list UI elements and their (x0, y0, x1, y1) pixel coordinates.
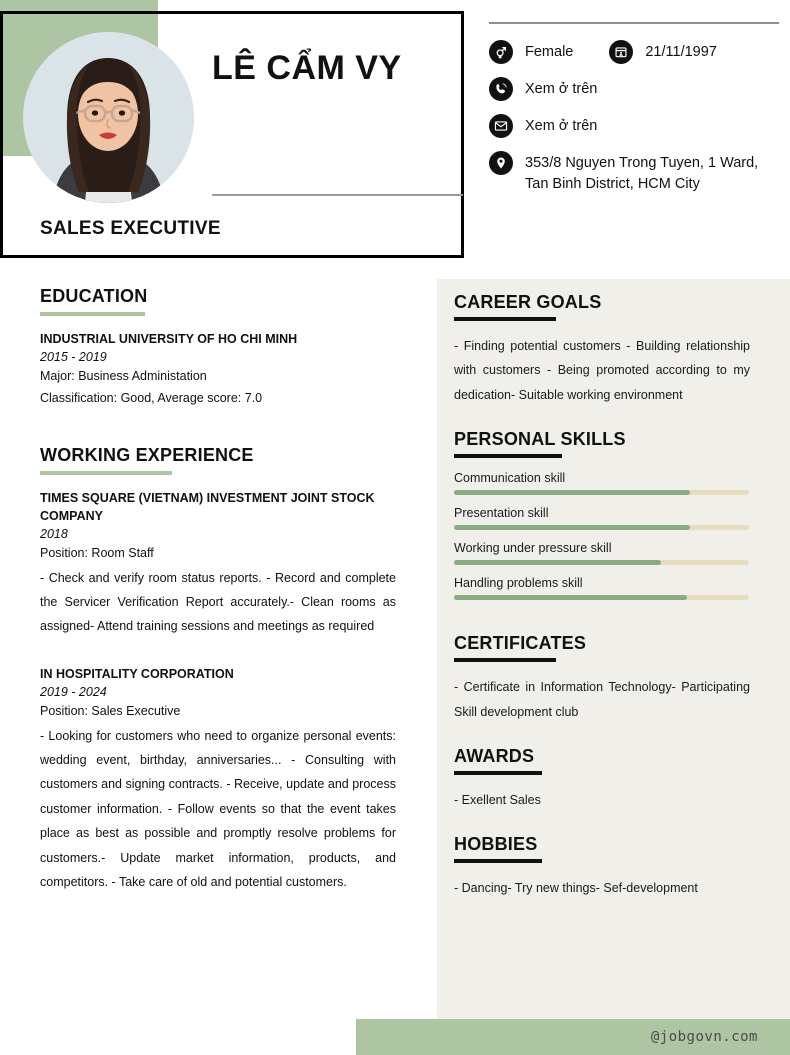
page-title: LÊ CẨM VY (212, 49, 402, 87)
skill-progress-fill (454, 490, 690, 495)
experience-heading: WORKING EXPERIENCE (40, 444, 254, 465)
experience-item (40, 665, 396, 895)
experience-years: 2018 (40, 526, 68, 541)
awards-body: - Exellent Sales (454, 792, 541, 807)
address-value: 353/8 Nguyen Trong Tuyen, 1 Ward, Tan Binh District, HCM City (525, 155, 759, 193)
education-heading: EDUCATION (40, 286, 148, 306)
experience-years: 2019 - 2024 (40, 684, 107, 699)
phone-icon (489, 77, 513, 101)
skill-progress-track (454, 490, 749, 495)
birthday-calendar-icon (609, 40, 633, 64)
career-goals-underline (454, 317, 556, 321)
skill-progress-track (454, 560, 749, 565)
contact-top-divider (489, 22, 779, 24)
education-major: Major: Business Administation (40, 369, 207, 384)
awards-section (454, 746, 750, 812)
skill-progress-track (454, 595, 749, 600)
experience-company: TIMES SQUARE (VIETNAM) INVESTMENT JOINT STOCK COMPANY (40, 490, 375, 523)
experience-item (40, 489, 396, 639)
experience-company: IN HOSPITALITY CORPORATION (40, 666, 234, 681)
skill-progress-fill (454, 525, 690, 530)
personal-skills-underline (454, 454, 562, 458)
education-classification: Classification: Good, Average score: 7.0 (40, 390, 263, 405)
education-years: 2015 - 2019 (40, 350, 107, 365)
awards-heading: AWARDS (454, 745, 535, 766)
hobbies-section (454, 834, 750, 900)
email-icon (489, 114, 513, 138)
education-underline (40, 312, 145, 316)
skill-label: Presentation skill (454, 506, 549, 521)
contact-row-email (489, 114, 779, 138)
career-goals-heading: CAREER GOALS (454, 292, 602, 312)
watermark: @jobgovn.com (650, 1029, 758, 1045)
education-school: INDUSTRIAL UNIVERSITY OF HO CHI MINH (40, 332, 298, 346)
skill-progress-fill (454, 560, 661, 565)
header-divider (212, 194, 463, 196)
education-section (40, 286, 396, 408)
personal-skills-section (454, 429, 750, 600)
experience-position: Position: Room Staff (40, 545, 154, 560)
hobbies-heading: HOBBIES (454, 834, 538, 855)
skill-item (454, 541, 750, 565)
birthday-group (609, 40, 717, 64)
job-title: SALES EXECUTIVE (40, 218, 221, 239)
birthday-value: 21/11/1997 (645, 44, 717, 61)
experience-description: - Check and verify room status reports. - Record and complete the Servicer Verification Report accurately.- Clean rooms as assigned- Attend training sessions and meetings as required (40, 570, 396, 634)
skill-progress-fill (454, 595, 687, 600)
personal-skills-heading: PERSONAL SKILLS (454, 429, 626, 450)
skill-label: Handling problems skill (454, 576, 583, 591)
left-column (40, 286, 396, 894)
phone-value: Xem ở trên (525, 81, 598, 97)
skill-label: Communication skill (454, 471, 566, 486)
experience-underline (40, 471, 172, 475)
gender-icon (489, 40, 513, 64)
location-pin-icon (489, 151, 513, 175)
spacer (40, 411, 396, 445)
skill-item (454, 576, 750, 600)
avatar (23, 32, 194, 203)
certificates-body: - Certificate in Information Technology- Participating Skill development club (454, 680, 750, 719)
spacer (454, 724, 750, 746)
contact-row-phone (489, 77, 779, 101)
skill-item (454, 471, 750, 495)
career-goals-body: - Finding potential customers - Building relationship with customers - Being promoted according to my dedication- Suitable working environment (454, 339, 750, 402)
certificates-heading: CERTIFICATES (454, 633, 587, 654)
skill-progress-track (454, 525, 749, 530)
certificates-underline (454, 658, 556, 662)
experience-section (40, 445, 396, 895)
contact-block (489, 22, 779, 208)
right-panel (437, 279, 790, 1025)
spacer (454, 407, 750, 429)
spacer (454, 812, 750, 834)
email-value: Xem ở trên (525, 118, 598, 134)
skill-label: Working under pressure skill (454, 541, 612, 556)
career-goals-section (454, 292, 750, 407)
contact-row-gender-birthday (489, 40, 779, 64)
hobbies-body: - Dancing- Try new things- Sef-development (454, 881, 698, 896)
gender-value: Female (525, 44, 574, 61)
skill-item (454, 506, 750, 530)
spacer (40, 639, 396, 665)
experience-description: - Looking for customers who need to organize personal events: wedding event, birthday, anniversaries... - Consulting with customers and signing contracts. - Receive, update and process customer information. - Follow events so that the event takes place as best as possible and promptly resolve problems for customers.- Update market information, products, and competitors. - Take care of old and potential customers. (40, 728, 396, 889)
contact-row-address (489, 151, 779, 195)
experience-position: Position: Sales Executive (40, 703, 181, 718)
awards-underline (454, 771, 542, 775)
footer-bar (356, 1019, 790, 1055)
spacer (454, 611, 750, 633)
hobbies-underline (454, 859, 542, 863)
certificates-section (454, 633, 750, 724)
